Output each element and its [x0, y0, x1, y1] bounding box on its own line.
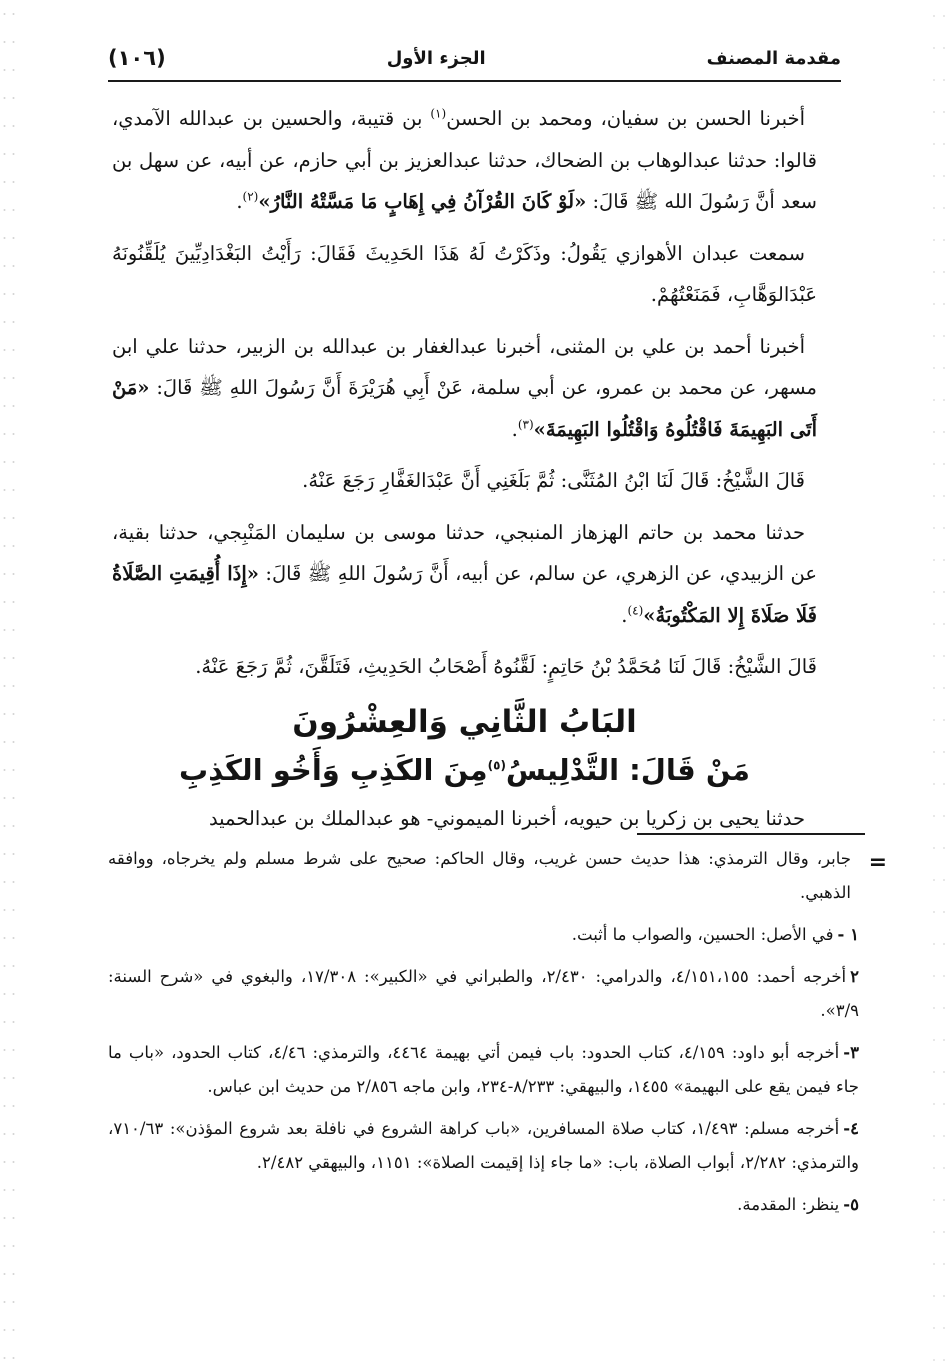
- hadith-quote: «إِذَا أُقِيمَتِ الصَّلَاةُ فَلَا صَلَاةَ إِلا المَكْتُوبَةُ»: [112, 562, 817, 627]
- chapter-heading: [112, 698, 817, 794]
- paragraph-text: أخبرنا أحمد بن علي بن المثنى، أخبرنا عبدالغفار بن عبدالله بن الزبير، حدثنا علي ابن مسهر، عن محمد بن عمرو، عن أبي سلمة، عَنْ أَبِي هُرَيْرَةَ أَنَّ رَسُولَ اللهِ ﷺ قَالَ:: [112, 334, 817, 399]
- footnote-ref-4: (٤): [627, 603, 644, 617]
- footnote-4: [108, 1112, 859, 1180]
- footnote-text: في الأصل: الحسين، والصواب ما أثبت.: [571, 925, 834, 944]
- footnote-number: ٤-: [843, 1119, 859, 1138]
- paragraph-text: .: [236, 190, 243, 213]
- footnote-text: أخرجه مسلم: ١/٤٩٣، كتاب صلاة المسافرين، «باب كراهة الشروع في نافلة بعد شروع المؤذن»: ٧١٠/٦٣، والترمذي: ٢/٢٨٢، أبواب الصلاة، باب: «ما جاء إذا إقيمت الصلاة»: ١١٥١، والبيهقي ٢/٤٨٢.: [108, 1119, 859, 1172]
- running-header: [108, 38, 841, 78]
- footnote-number: ٢: [850, 967, 859, 986]
- footnote-text: أخرجه أبو داود: ٤/١٥٩، كتاب الحدود: باب فيمن أتي بهيمة ٤٤٦٤، والترمذي: ٤/٤٦، كتاب الحدود، «باب ما جاء فيمن يقع على البهيمة» ١٤٥٥، والبيهقي: ٨/٢٣٣-٢٣٤، وابن ماجه ٢/٨٥٦ من حديث ابن عباس.: [108, 1043, 859, 1096]
- header-volume: الجزء الأول: [386, 47, 486, 69]
- continuation-mark: =: [868, 850, 887, 875]
- footnote-2: [108, 960, 859, 1028]
- paragraph-shaykh-1: قَالَ الشَّيْخُ: قَالَ لَنَا ابْنُ المُثَنَّى: ثُمَّ بَلَغَنِي أَنَّ عَبْدَالغَفَّارِ رَجَعَ عَنْهُ.: [302, 469, 805, 492]
- footnote-ref-5: (٥): [487, 757, 506, 772]
- paragraph-text: حدثنا محمد بن حاتم الهزهاز المنبجي، حدثنا موسى بن سليمان المَنْبِجي، حدثنا بقية، عن الزبيدي، عن الزهري، عن سالم، عن أبيه، أَنَّ رَسُولَ اللهِ ﷺ قَالَ:: [112, 520, 817, 585]
- footnote-number: ١ -: [837, 925, 859, 944]
- paragraph-hadith-quran: [112, 98, 817, 223]
- chapter-subtitle-text: مَنْ قَالَ: التَّدْلِيسُ: [505, 752, 750, 787]
- footnote-ref-3: (٣): [517, 417, 534, 431]
- paragraph-yahya: حدثنا يحيى بن زكريا بن حيويه، أخبرنا الميموني- هو عبدالملك بن عبدالحميد: [208, 806, 805, 830]
- footnote-text: أخرجه أحمد: ٤/١٥١،١٥٥، والدرامي: ٢/٤٣٠، والطبراني في «الكبير»: ١٧/٣٠٨، والبغوي في «شرح السنة: ٣/٩».: [108, 967, 859, 1020]
- scan-margin-right: [929, 0, 947, 1365]
- header-section-title: مقدمة المصنف: [706, 47, 841, 69]
- paragraph-text: .: [621, 603, 628, 627]
- footnote-number: ٣-: [843, 1043, 859, 1062]
- footnotes: [108, 842, 859, 1230]
- chapter-title: البَابُ الثَّانِي وَالعِشْرُونَ: [292, 703, 637, 740]
- paragraph-text: بن قتيبة، والحسين بن عبدالله الآمدي، قالوا: حدثنا عبدالوهاب بن الضحاك، حدثنا عبدالعزيز بن أبي حازم، عن أبيه، عن سهل بن سعد أنَّ رَسُولَ الله ﷺ قَالَ:: [112, 107, 817, 213]
- footnote-continuation: جابر، وقال الترمذي: هذا حديث حسن غريب، وقال الحاكم: صحيح على شرط مسلم ولم يخرجاه، ووافقه الذهبي.: [108, 849, 851, 902]
- page-number: (١٠٦): [108, 46, 166, 70]
- paragraph-abdan: سمعت عبدان الأهوازي يَقُولُ: وذَكَرْتُ لَهُ هَذَا الحَدِيثَ فَقَالَ: رَأَيْتُ البَغْدَادِيِّينَ يُلَقِّنُونَهُ عَبْدَالوَهَّابِ، فَمَنَعْتُهُمْ.: [112, 241, 817, 306]
- footnote-number: ٥-: [843, 1195, 859, 1214]
- hadith-quote: «لَوْ كَانَ القُرْآنُ فِي إِهَابٍ مَا مَسَّتْهُ النَّارُ»: [258, 190, 587, 213]
- paragraph-text: .: [511, 417, 518, 441]
- paragraph-text: أخبرنا الحسن بن سفيان، ومحمد بن الحسن: [446, 107, 805, 130]
- paragraph-shaykh-2: قَالَ الشَّيْخُ: قَالَ لَنَا مُحَمَّدُ بْنُ حَاتِمٍ: لَقَّنُوهُ أَصْحَابُ الحَدِيثِ، فَتَلَقَّنَ، ثُمَّ رَجَعَ عَنْهُ.: [195, 655, 817, 678]
- footnote-5: [108, 1188, 859, 1222]
- main-text: [112, 98, 817, 849]
- paragraph-hadith-salat: [112, 512, 817, 637]
- scan-margin-left: [0, 0, 18, 1365]
- header-divider: [108, 80, 841, 82]
- chapter-subtitle: [112, 746, 817, 794]
- hadith-quote: «مَنْ أَتَى البَهِيمَةَ فَاقْتُلُوهُ وَاقْتُلُوا البَهِيمَةَ»: [112, 376, 817, 441]
- footnote-divider: [637, 833, 865, 835]
- chapter-subtitle-text: مِنَ الكَذِبِ وَأَخُو الكَذِبِ: [179, 752, 488, 787]
- footnote-3: [108, 1036, 859, 1104]
- footnote-1: [108, 918, 859, 952]
- footnote-ref-2: (٢): [242, 189, 259, 204]
- footnote-ref-1: (١): [430, 106, 447, 121]
- paragraph-hadith-bahima: [112, 326, 817, 451]
- footnote-text: ينظر: المقدمة.: [737, 1195, 840, 1214]
